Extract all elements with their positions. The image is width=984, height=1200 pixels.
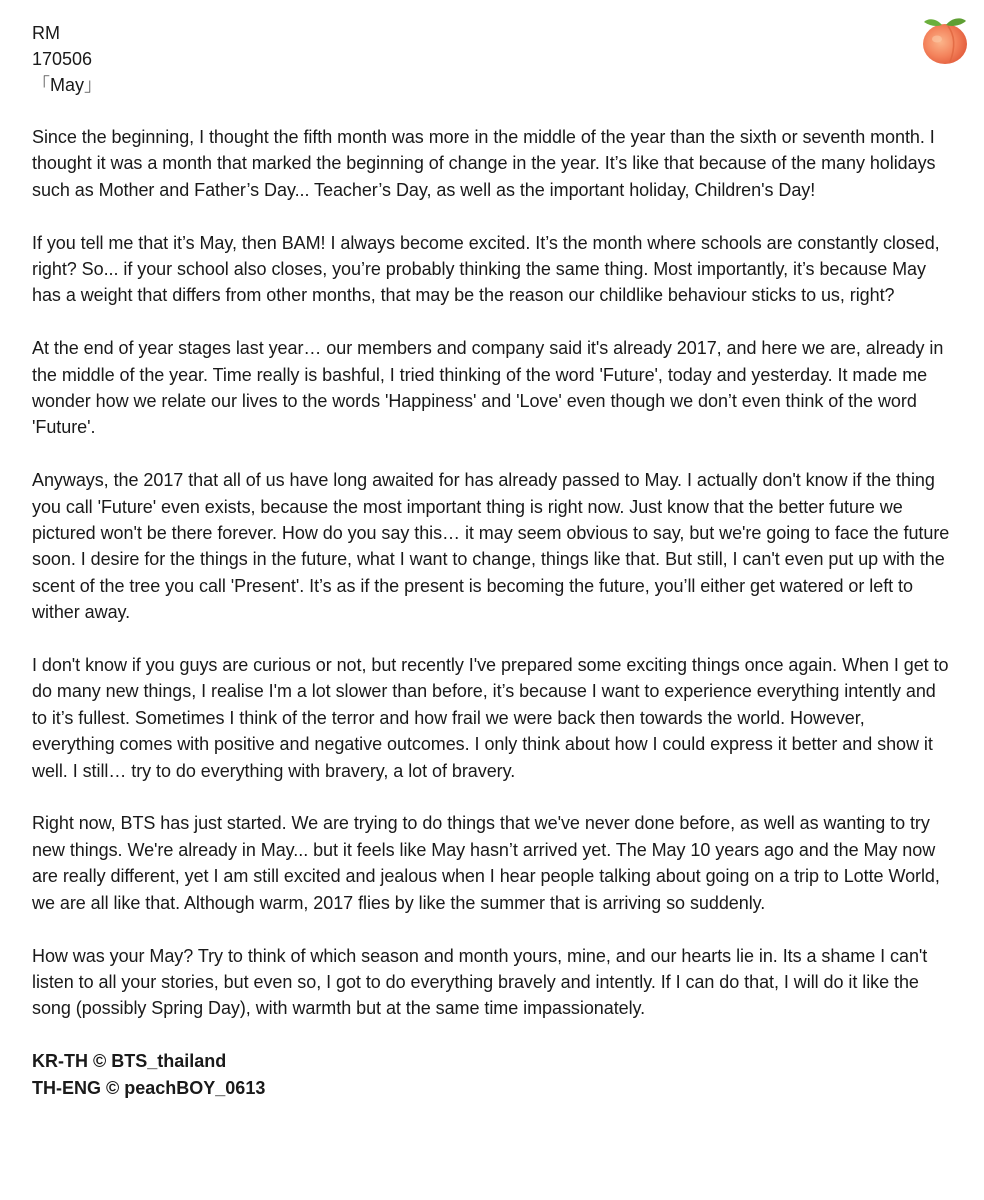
paragraph: If you tell me that it’s May, then BAM! I always become excited. It’s the month where schools are constantly closed, right? So... if your school also closes, you’re probably thinking the same thing. Most importantly, it’s because May has a weight that differs from other months, that may be the reason our childlike behaviour sticks to us, right? [32,232,940,306]
translation-credits [32,1048,952,1102]
paragraph: I don't know if you guys are curious or not, but recently I've prepared some exciting things once again. When I get to do many new things, I realise I'm a lot slower than before, it’s because I want to experience everything intently and to it’s fullest. Sometimes I think of the terror and how frail we were back then towards the world. However, everything comes with positive and negative outcomes. I only think about how I could express it better and show it well. I still… try to do everything with bravery, a lot of bravery. [32,655,949,781]
paragraph: At the end of year stages last year… our members and company said it's already 2017, and here we are, already in the middle of the year. Time really is bashful, I tried thinking of the word 'Future', today and yesterday. It made me wonder how we relate our lives to the words 'Happiness' and 'Love' even though we don’t even think of the word 'Future'. [32,338,944,438]
paragraph: Since the beginning, I thought the fifth month was more in the middle of the year than the sixth or seventh month. I thought it was a month that marked the beginning of change in the year. It’s like that because of the many holidays such as Mother and Father’s Day... Teacher’s Day, as well as the important holiday, Children's Day! [32,127,936,200]
author-name: RM [32,23,60,43]
paragraph: Anyways, the 2017 that all of us have long awaited for has already passed to May. I actually don't know if the thing you call 'Future' even exists, because the most important thing is right now. Just know that the better future we pictured won't be there forever. How do you say this… it may seem obvious to say, but we're going to face the future soon. I desire for the things in the future, what I want to change, things like that. But still, I can't even put up with the scent of the tree you call 'Present'. It’s as if the present is becoming the future, you’ll either get watered or left to wither away. [32,470,950,623]
letter-date: 170506 [32,49,93,69]
letter-document [32,20,952,1102]
credit-kr-th: KR-TH © BTS_thailand [32,1051,227,1072]
paragraph: How was your May? Try to think of which season and month yours, mine, and our hearts lie in. Its a shame I can't listen to all your stories, but even so, I got to do everything bravely and intently. If I can do that, I will do it like the song (possibly Spring Day), with warmth but at the same time impassionately. [32,945,928,1019]
credit-th-eng: TH-ENG © peachBOY_0613 [32,1078,266,1099]
letter-title: 「May」 [32,75,103,95]
paragraph: Right now, BTS has just started. We are trying to do things that we've never done before, as well as wanting to try new things. We're already in May... but it feels like May hasn’t arrived yet. The May 10 years ago and the May now are really different, yet I am still excited and jealous when I hear people talking about going on a trip to Lotte World, we are all like that. Although warm, 2017 flies by like the summer that is arriving so suddenly. [32,813,940,913]
